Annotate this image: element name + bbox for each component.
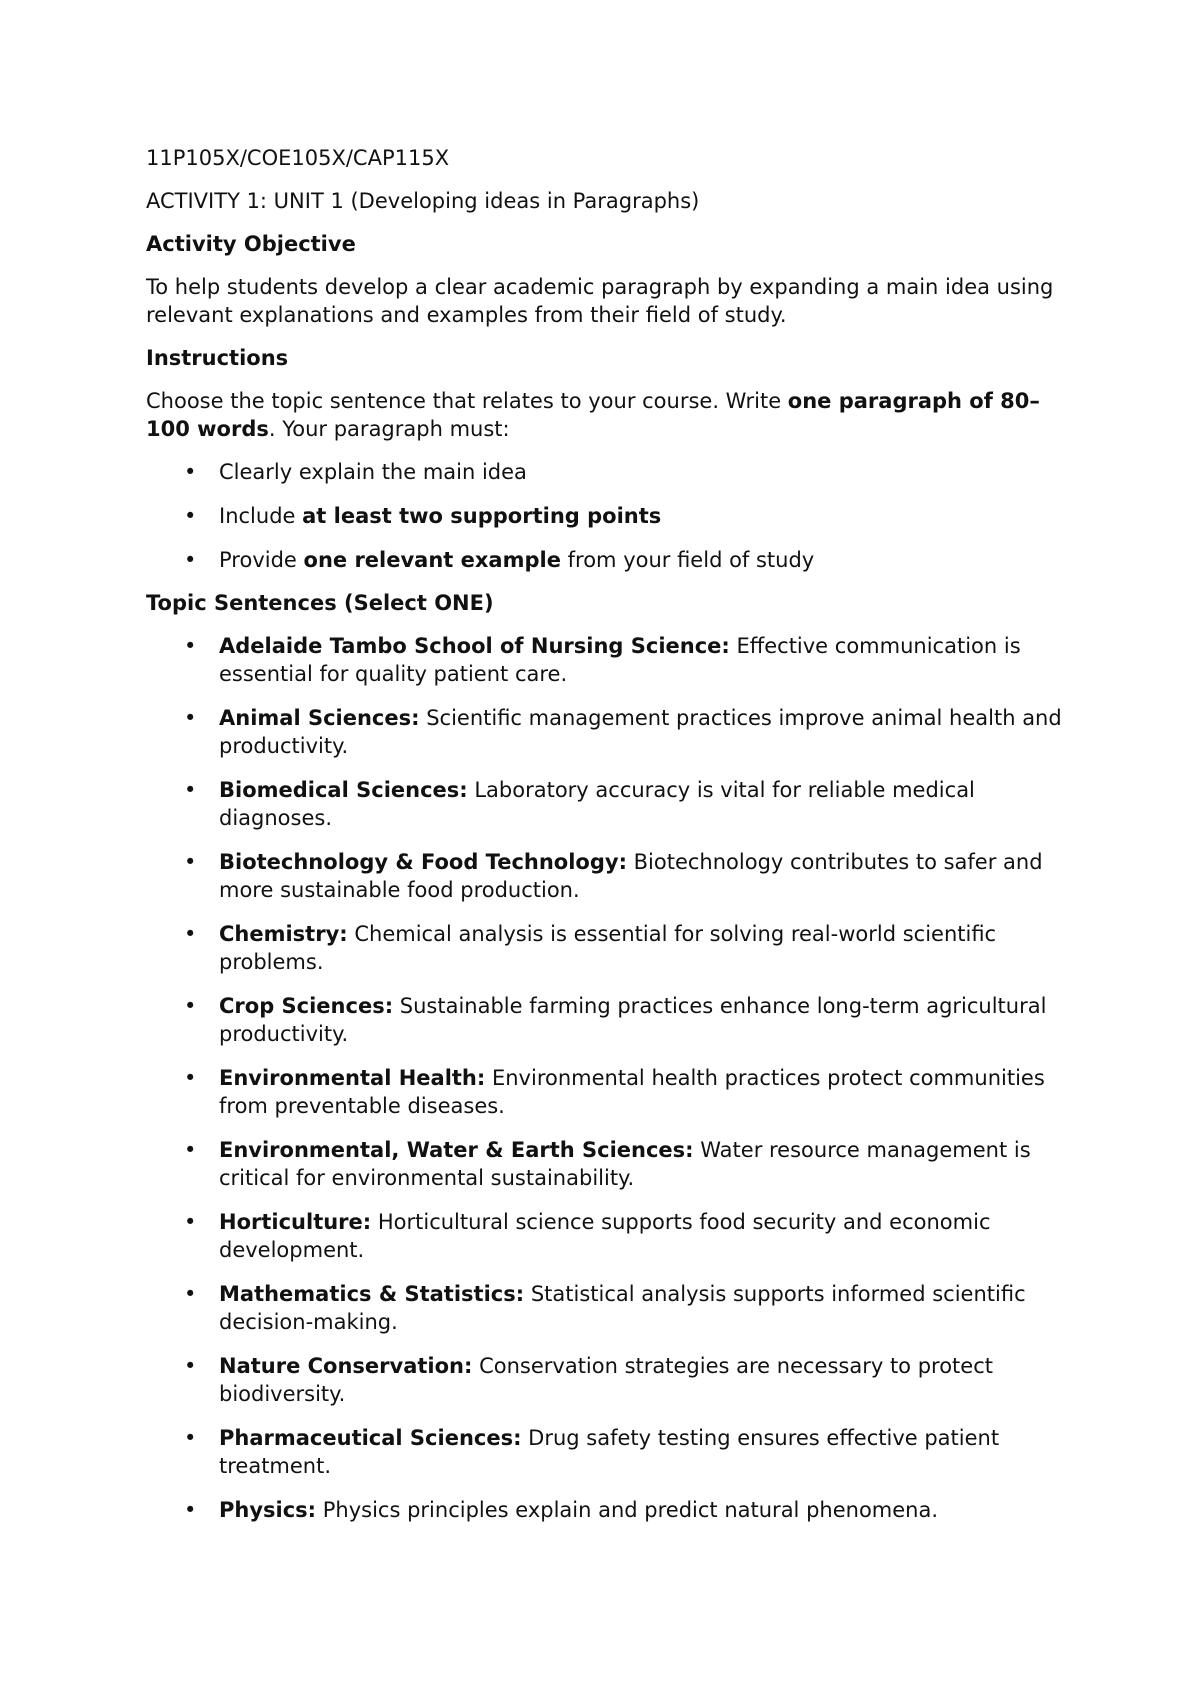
- instruction-bold: at least two supporting points: [302, 504, 662, 528]
- topic-field: Mathematics & Statistics:: [219, 1282, 525, 1306]
- topic-field: Environmental Health:: [219, 1066, 486, 1090]
- instructions-heading: Instructions: [146, 346, 289, 370]
- list-item: [146, 920, 1066, 976]
- list-item: [146, 1352, 1066, 1408]
- instruction-bold: one relevant example: [303, 548, 561, 572]
- topic-field: Adelaide Tambo School of Nursing Science:: [219, 634, 730, 658]
- instructions-intro: [146, 387, 1066, 443]
- topic-field: Biomedical Sciences:: [219, 778, 468, 802]
- topic-sentence: Laboratory accuracy is vital for reliable medical diagnoses.: [219, 778, 975, 830]
- list-item: [146, 848, 1066, 904]
- topics-heading: Topic Sentences (Select ONE): [146, 591, 494, 615]
- bullet-icon: •: [184, 1066, 197, 1090]
- topic-field: Nature Conservation:: [219, 1354, 473, 1378]
- topic-sentence: Environmental health practices protect communities from preventable diseases.: [219, 1066, 1045, 1118]
- bullet-icon: •: [184, 1282, 197, 1306]
- bullet-icon: •: [184, 460, 197, 484]
- topics-list: [146, 632, 1066, 1524]
- topic-field: Biotechnology & Food Technology:: [219, 850, 627, 874]
- list-item: [146, 458, 1066, 486]
- bullet-icon: •: [184, 504, 197, 528]
- topic-field: Physics:: [219, 1498, 317, 1522]
- list-item: [146, 502, 1066, 530]
- topic-sentence: Scientific management practices improve animal health and productivity.: [219, 706, 1062, 758]
- topic-sentence: Chemical analysis is essential for solving real-world scientific problems.: [219, 922, 997, 974]
- topic-sentence: Effective communication is essential for quality patient care.: [219, 634, 1021, 686]
- topic-field: Chemistry:: [219, 922, 348, 946]
- instructions-intro-part-2: . Your paragraph must:: [268, 417, 510, 441]
- list-item: [146, 1064, 1066, 1120]
- list-item: [146, 1136, 1066, 1192]
- bullet-icon: •: [184, 1210, 197, 1234]
- list-item: [146, 1208, 1066, 1264]
- instructions-intro-bold: one paragraph of 80–100 words: [146, 389, 1040, 441]
- list-item: [146, 546, 1066, 574]
- list-item: [146, 992, 1066, 1048]
- bullet-icon: •: [184, 634, 197, 658]
- topic-field: Environmental, Water & Earth Sciences:: [219, 1138, 694, 1162]
- instruction-text: Include: [219, 504, 303, 528]
- bullet-icon: •: [184, 778, 197, 802]
- topic-sentence: Statistical analysis supports informed scientific decision-making.: [219, 1282, 1026, 1334]
- topic-sentence: Water resource management is critical for environmental sustainability.: [219, 1138, 1031, 1190]
- topic-field: Pharmaceutical Sciences:: [219, 1426, 522, 1450]
- bullet-icon: •: [184, 1354, 197, 1378]
- bullet-icon: •: [184, 548, 197, 572]
- instructions-intro-part-1: Choose the topic sentence that relates to your course. Write: [146, 389, 788, 413]
- instruction-text: Provide: [219, 548, 304, 572]
- instructions-list: [146, 458, 1066, 574]
- topic-field: Animal Sciences:: [219, 706, 420, 730]
- list-item: [146, 1280, 1066, 1336]
- bullet-icon: •: [184, 850, 197, 874]
- list-item: [146, 704, 1066, 760]
- activity-title: ACTIVITY 1: UNIT 1 (Developing ideas in Paragraphs): [146, 189, 700, 213]
- topic-sentence: Biotechnology contributes to safer and more sustainable food production.: [219, 850, 1043, 902]
- topic-sentence: Sustainable farming practices enhance long-term agricultural productivity.: [219, 994, 1047, 1046]
- bullet-icon: •: [184, 706, 197, 730]
- list-item: [146, 1496, 1066, 1524]
- document-page: [146, 144, 1066, 1540]
- topic-field: Crop Sciences:: [219, 994, 394, 1018]
- course-code: 11P105X/COE105X/CAP115X: [146, 146, 450, 170]
- bullet-icon: •: [184, 1426, 197, 1450]
- bullet-icon: •: [184, 1138, 197, 1162]
- instruction-text: Clearly explain the main idea: [219, 460, 527, 484]
- topic-sentence: Physics principles explain and predict natural phenomena.: [316, 1498, 939, 1522]
- list-item: [146, 1424, 1066, 1480]
- bullet-icon: •: [184, 922, 197, 946]
- topic-sentence: Drug safety testing ensures effective patient treatment.: [219, 1426, 1000, 1478]
- objective-heading: Activity Objective: [146, 232, 356, 256]
- bullet-icon: •: [184, 994, 197, 1018]
- instruction-post: from your field of study: [560, 548, 815, 572]
- topic-sentence: Horticultural science supports food security and economic development.: [219, 1210, 991, 1262]
- objective-text: To help students develop a clear academic paragraph by expanding a main idea using relevant explanations and examples from their field of study.: [146, 275, 1054, 327]
- list-item: [146, 776, 1066, 832]
- bullet-icon: •: [184, 1498, 197, 1522]
- topic-field: Horticulture:: [219, 1210, 372, 1234]
- topic-sentence: Conservation strategies are necessary to protect biodiversity.: [219, 1354, 993, 1406]
- list-item: [146, 632, 1066, 688]
